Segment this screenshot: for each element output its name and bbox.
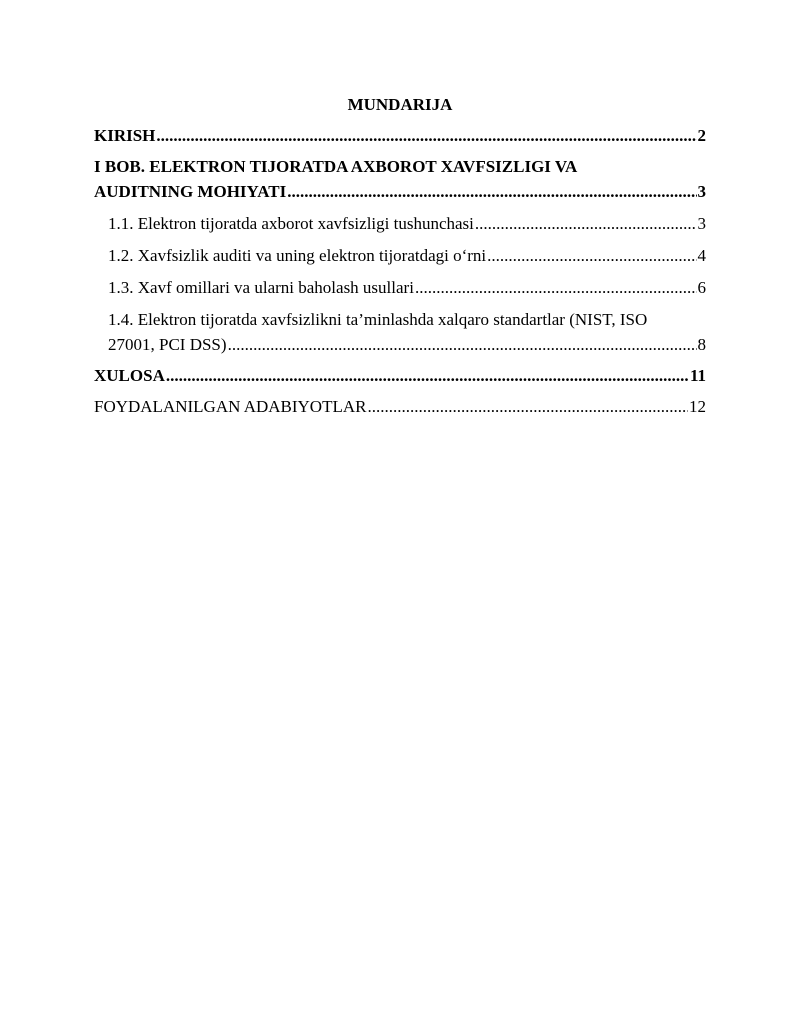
toc-entry-text: FOYDALANILGAN ADABIYOTLAR: [94, 397, 367, 416]
toc-entry-text-line1: I BOB. ELEKTRON TIJORATDA AXBOROT XAVFSIZLIGI VA: [94, 157, 578, 176]
toc-entry-section-1-4[interactable]: [94, 307, 706, 357]
toc-entry-section-1-1[interactable]: [94, 211, 706, 236]
toc-entry-text-line2: 27001, PCI DSS): [108, 335, 227, 354]
dot-leader: [287, 179, 696, 204]
toc-entry-adabiyotlar[interactable]: [94, 394, 706, 419]
toc-entry-text: KIRISH: [94, 126, 156, 145]
dot-leader: [166, 363, 689, 388]
toc-entry-text-line1: 1.4. Elektron tijoratda xavfsizlikni ta’minlashda xalqaro standartlar (NIST, ISO: [108, 310, 648, 329]
toc-page-number: 4: [697, 246, 706, 265]
toc-entry-text-line2: AUDITNING MOHIYATI: [94, 182, 287, 201]
dot-leader: [487, 243, 696, 268]
toc-page-number: 6: [697, 278, 706, 297]
toc-entry-text: XULOSA: [94, 366, 165, 385]
toc-entry-text: 1.2. Xavfsizlik auditi va uning elektron tijoratdagi o‘rni: [108, 246, 487, 265]
toc-entry-section-1-2[interactable]: [94, 243, 706, 268]
toc-entry-chapter-1[interactable]: [94, 154, 706, 204]
dot-leader: [156, 123, 696, 148]
toc-entry-text: 1.1. Elektron tijoratda axborot xavfsizligi tushunchasi: [108, 214, 474, 233]
dot-leader: [228, 332, 697, 357]
toc-page-number: 3: [697, 182, 706, 201]
table-of-contents: [94, 123, 706, 419]
toc-page-number: 2: [697, 126, 706, 145]
toc-page-number: 11: [689, 366, 706, 385]
toc-entry-text: 1.3. Xavf omillari va ularni baholash usullari: [108, 278, 414, 297]
toc-page-number: 12: [689, 397, 706, 416]
toc-entry-xulosa[interactable]: [94, 363, 706, 388]
toc-page-number: 8: [697, 335, 706, 354]
dot-leader: [475, 211, 697, 236]
toc-entry-section-1-3[interactable]: [94, 275, 706, 300]
dot-leader: [415, 275, 697, 300]
toc-title: MUNDARIJA: [347, 95, 453, 114]
toc-entry-kirish[interactable]: [94, 123, 706, 148]
dot-leader: [367, 394, 688, 419]
toc-page-number: 3: [697, 214, 706, 233]
